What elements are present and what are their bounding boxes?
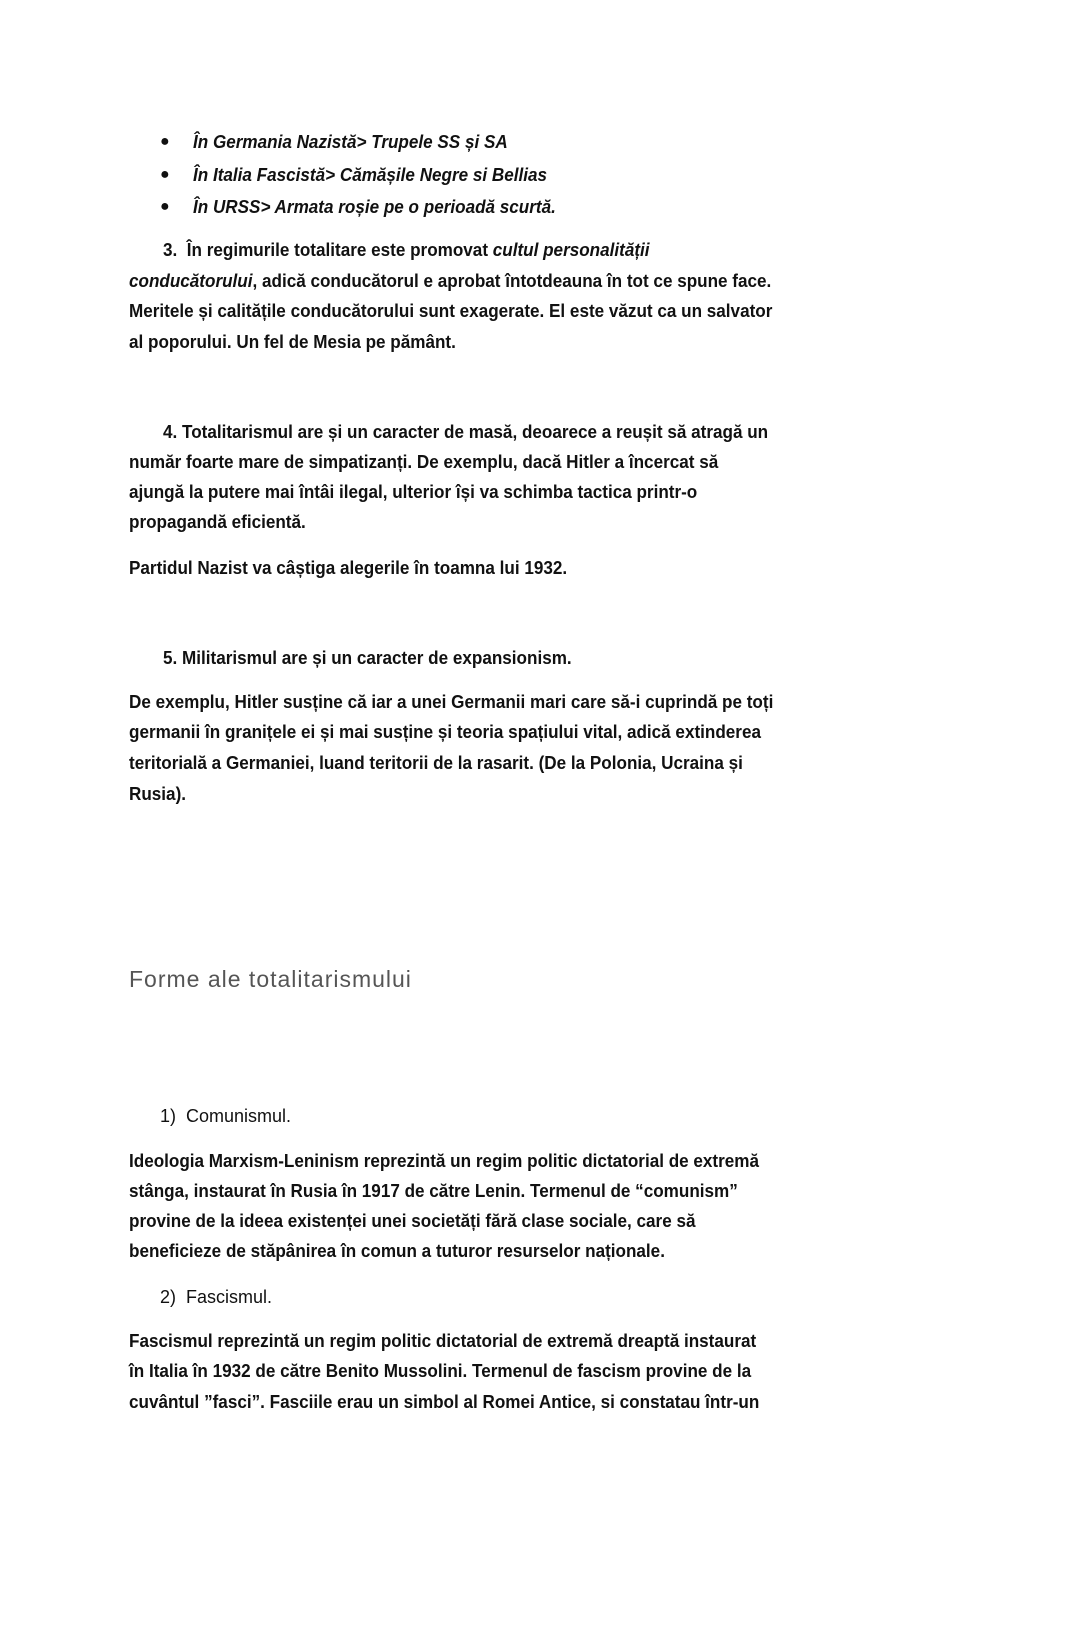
point4-line: 4. Totalitarismul are și un caracter de masă, deoarece a reușit să atragă un [163,422,769,442]
form-number: 1) [160,1106,177,1126]
form-name: Comunismul. [186,1106,292,1126]
point4-line: număr foarte mare de simpatizanți. De exemplu, dacă Hitler a încercat să [129,452,719,472]
bullet-icon: ● [160,166,170,183]
form-title-fascism [160,1285,272,1309]
form-name: Fascismul. [186,1287,273,1307]
point3-line [163,238,650,262]
form-line: Ideologia Marxism-Leninism reprezintă un regim politic dictatorial de extremă [129,1151,760,1171]
point-number: 3. [163,240,178,260]
point5-line: Rusia). [129,784,187,804]
form-line: beneficieze de stăpânirea în comun a tuturor resurselor naționale. [129,1241,665,1261]
form-line: în Italia în 1932 de către Benito Mussolini. Termenul de fascism provine de la [129,1361,752,1381]
bullet-icon: ● [160,133,170,150]
point3-line [129,269,771,293]
form-title-communism [160,1104,291,1128]
emphasis: conducătorului [129,271,253,291]
text: În regimurile totalitare este promovat [186,240,493,260]
bullet-item: În URSS> Armata roșie pe o perioadă scurtă. [193,197,556,217]
point3-line: al poporului. Un fel de Mesia pe pământ. [129,332,456,352]
emphasis: cultul personalității [492,240,650,260]
form-number: 2) [160,1287,177,1307]
bullet-icon: ● [160,198,170,215]
point5-line: teritorială a Germaniei, luand teritorii de la rasarit. (De la Polonia, Ucraina și [129,753,743,773]
point4-line: propagandă eficientă. [129,512,306,532]
point3-line: Meritele și calitățile conducătorului sunt exagerate. El este văzut ca un salvator [129,301,773,321]
point5-line: germanii în granițele ei și mai susține și teoria spațiului vital, adică extinderea [129,722,761,742]
form-line: stânga, instaurat în Rusia în 1917 de către Lenin. Termenul de “comunism” [129,1181,738,1201]
text: , adică conducătorul e aprobat întotdeauna în tot ce spune face. [252,271,772,291]
form-line: cuvântul ”fasci”. Fasciile erau un simbol al Romei Antice, si constatau într-un [129,1392,760,1412]
point5-title: 5. Militarismul are și un caracter de expansionism. [163,648,572,668]
point4-note: Partidul Nazist va câștiga alegerile în toamna lui 1932. [129,558,568,578]
point5-line: De exemplu, Hitler susține că iar a unei Germanii mari care să-i cuprindă pe toți [129,692,774,712]
bullet-item: În Germania Nazistă> Trupele SS și SA [193,132,508,152]
point4-line: ajungă la putere mai întâi ilegal, ulterior își va schimba tactica printr-o [129,482,698,502]
section-heading: Forme ale totalitarismului [129,966,412,992]
form-line: provine de la ideea existenței unei societăți fără clase sociale, care să [129,1211,696,1231]
form-line: Fascismul reprezintă un regim politic dictatorial de extremă dreaptă instaurat [129,1331,757,1351]
bullet-item: În Italia Fascistă> Cămășile Negre si Bellias [193,165,548,185]
